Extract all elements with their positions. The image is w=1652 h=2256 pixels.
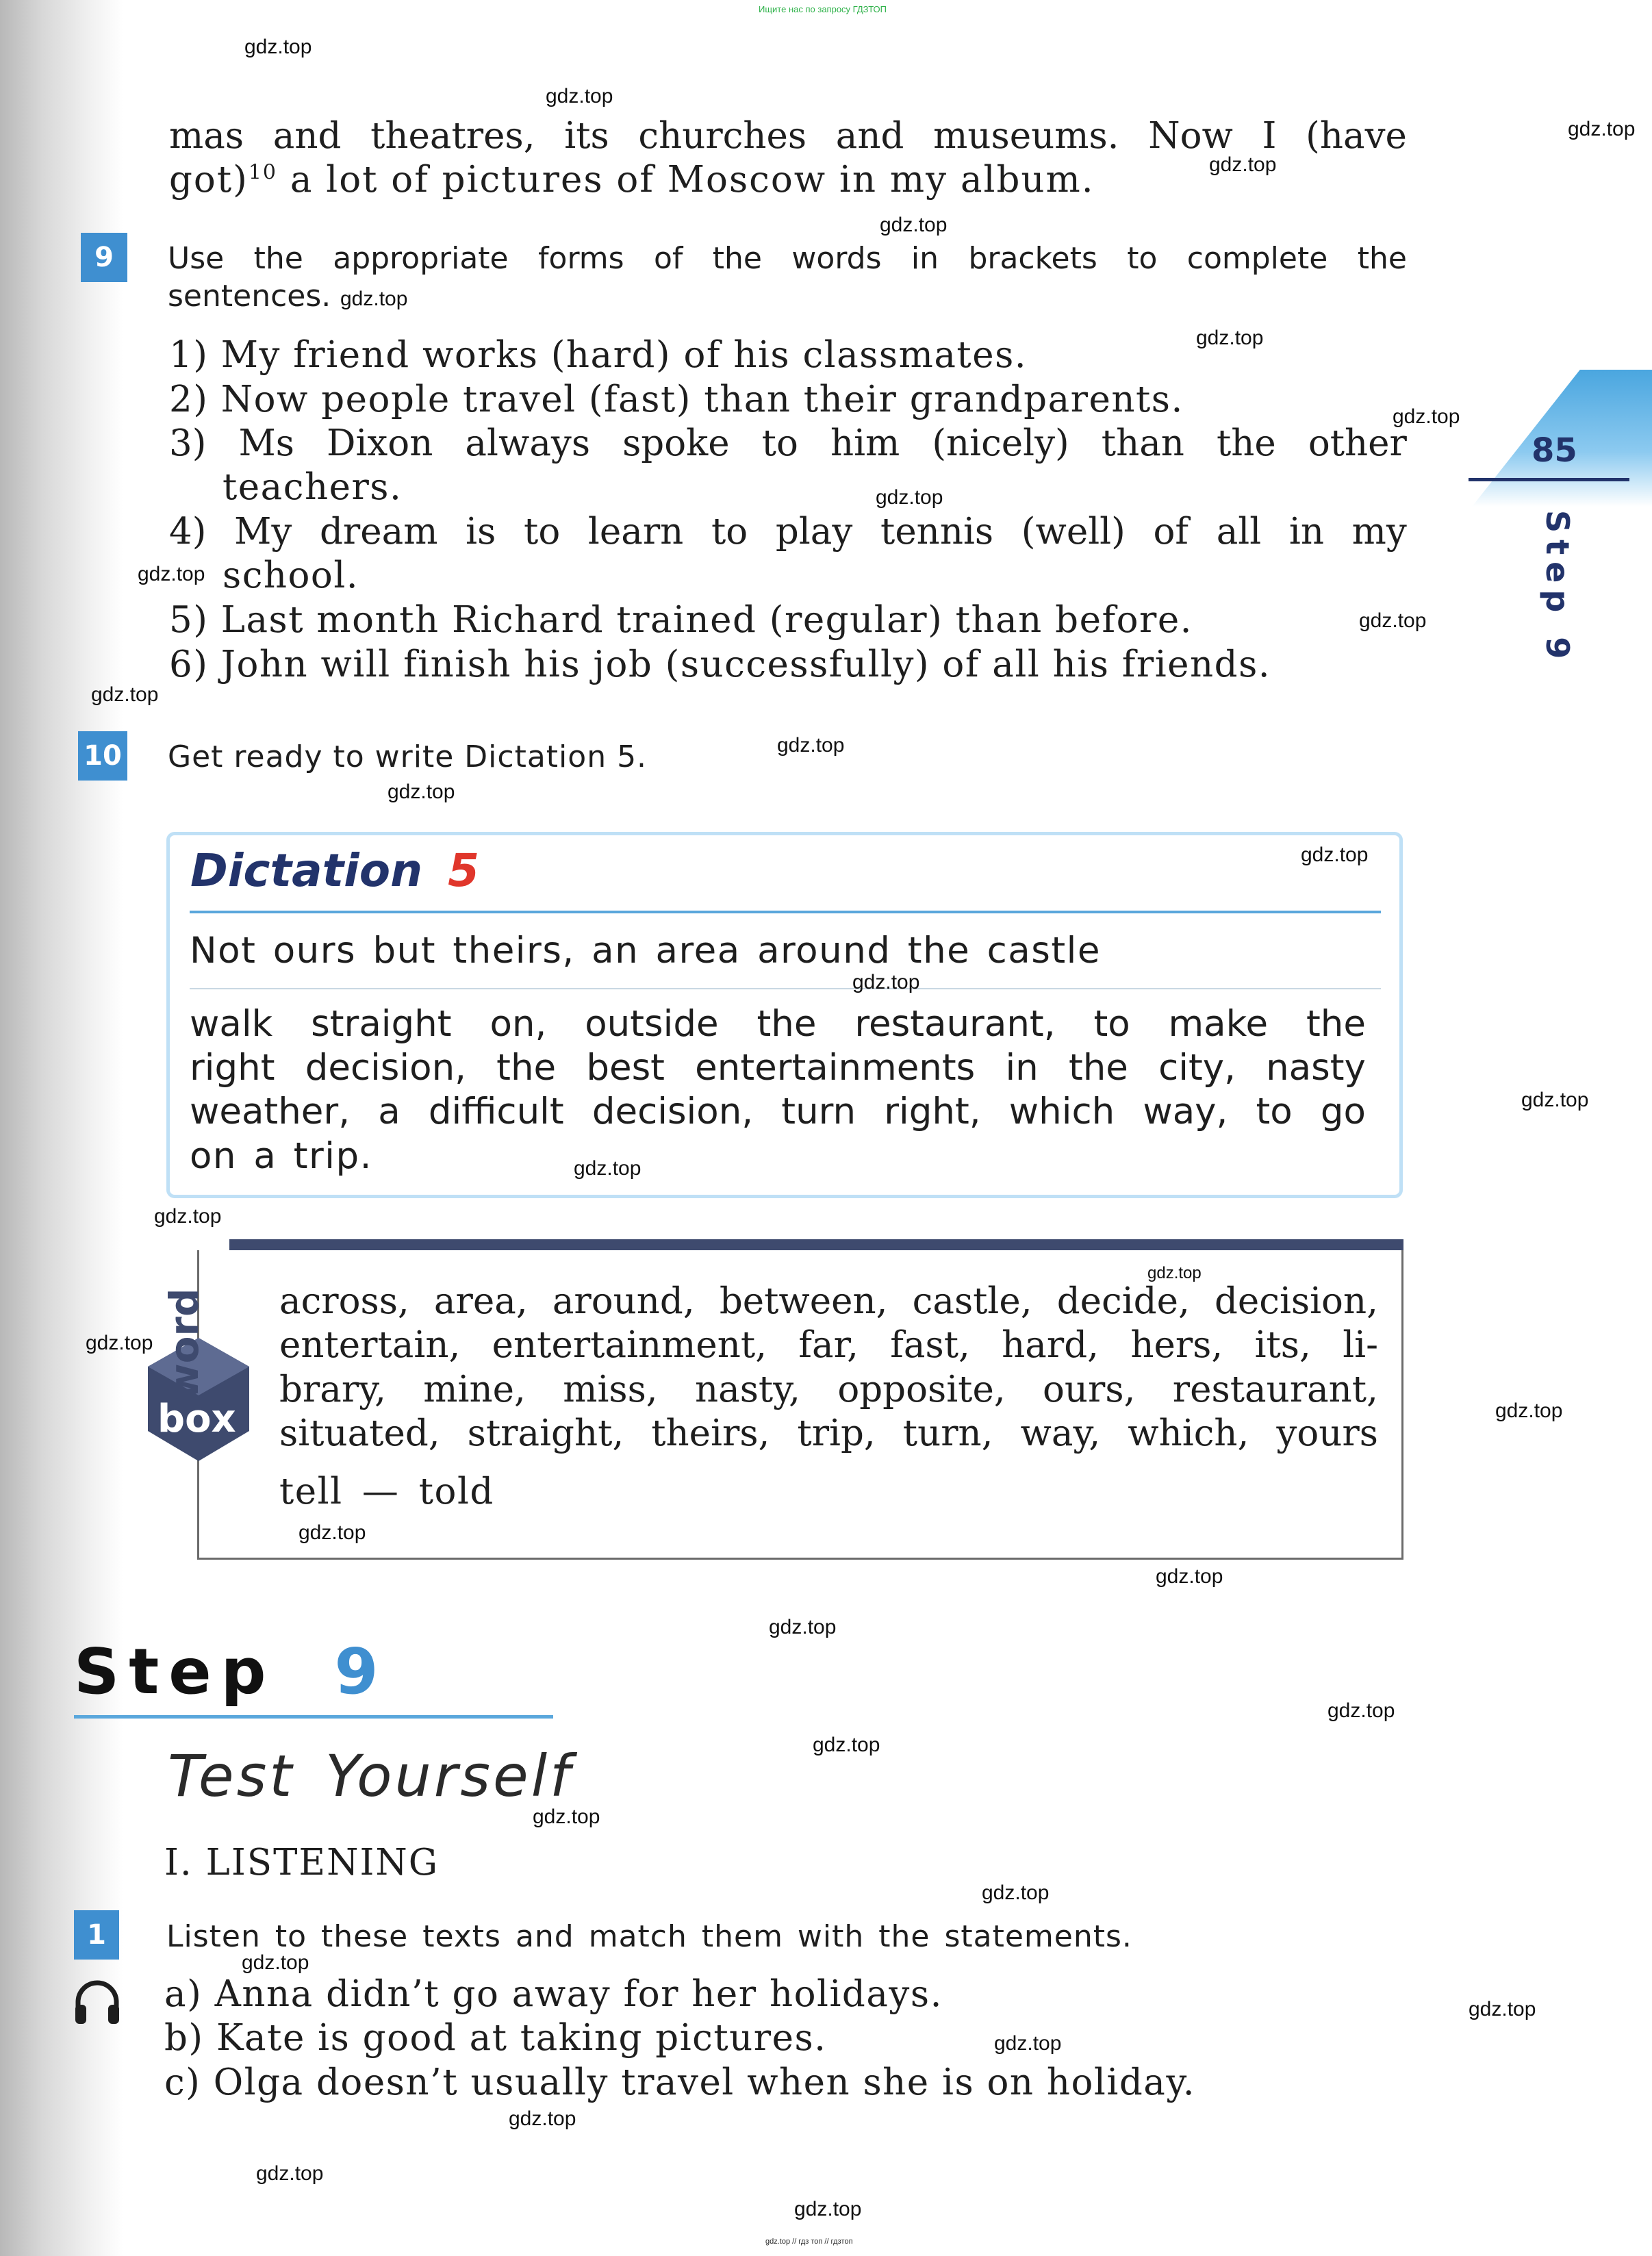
watermark: gdz.top [982, 1881, 1050, 1904]
intro-line-2 [169, 159, 1095, 201]
watermark: gdz.top [1495, 1399, 1563, 1422]
word: turn [781, 1091, 856, 1132]
dictation-line-5: on a trip. [190, 1135, 372, 1177]
word: to [1256, 1091, 1293, 1132]
word: opposite, [837, 1369, 1006, 1410]
exercise-9-instruction-line-1 [168, 241, 1407, 276]
page-number: 85 [1532, 431, 1577, 470]
dictation-title-number: 5 [448, 844, 480, 897]
word: My [234, 511, 292, 553]
word: yours [1276, 1412, 1378, 1454]
step-underline [74, 1715, 553, 1719]
dictation-line-1: Not ours but theirs, an area around the castle [190, 930, 1101, 972]
word: castle, [912, 1280, 1032, 1322]
word: 3) [169, 422, 207, 464]
word: of [653, 241, 683, 276]
word: straight [311, 1003, 452, 1045]
dictation-line-4 [190, 1091, 1366, 1132]
intro-got: got) [169, 159, 249, 201]
word: make [1168, 1003, 1269, 1045]
word: right [190, 1047, 275, 1089]
word: decision, [1214, 1280, 1378, 1322]
step-word: Step [74, 1635, 276, 1708]
exercise-number: 9 [94, 242, 114, 273]
word-box-line-5: tell — told [279, 1471, 494, 1512]
word: of [1153, 511, 1189, 553]
word: straight, [467, 1412, 624, 1454]
word: a [378, 1091, 401, 1132]
watermark: gdz.top [256, 2162, 324, 2185]
watermark: gdz.top [1393, 405, 1460, 428]
word: 4) [169, 511, 207, 553]
word: its [564, 115, 609, 157]
word: (well) [1021, 511, 1126, 553]
word: city, [1158, 1047, 1236, 1089]
word: in [1005, 1047, 1039, 1089]
watermark: gdz.top [880, 214, 948, 236]
word: entertainments [695, 1047, 976, 1089]
word: in [1288, 511, 1324, 553]
word: hard, [1002, 1324, 1100, 1366]
word: my [1351, 511, 1407, 553]
word: him [830, 422, 900, 464]
word: forms [538, 241, 624, 276]
word: museums. [933, 115, 1119, 157]
word: Now [1148, 115, 1233, 157]
word: I [1262, 115, 1277, 157]
word: than [1101, 422, 1184, 464]
exercise-9-instruction-line-2: sentences. [168, 279, 331, 314]
watermark: gdz.top [794, 2198, 862, 2220]
word-box-top-bar [229, 1239, 1403, 1250]
sentence-3-line-1 [169, 422, 1407, 464]
watermark: gdz.top [1156, 1565, 1223, 1588]
sentence-2: 2) Now people travel (fast) than their grandparents. [169, 379, 1184, 420]
watermark: gdz.top [769, 1616, 837, 1638]
intro-rest: a lot of pictures of Moscow in my album. [277, 159, 1095, 201]
watermark: gdz.top [154, 1205, 222, 1228]
sentence-6: 6) John will finish his job (successfully) of all his friends. [169, 644, 1271, 685]
watermark: gdz.top [242, 1951, 309, 1974]
word: to [1127, 241, 1158, 276]
word: the [253, 241, 303, 276]
word: the [1357, 241, 1407, 276]
test-yourself-title: Test Yourself [168, 1742, 573, 1810]
word: restaurant, [1172, 1369, 1378, 1410]
watermark: gdz.top [86, 1332, 153, 1354]
watermark: gdz.top [1469, 1998, 1536, 2020]
word: is [466, 511, 496, 553]
word: entertain, [279, 1324, 461, 1366]
sentence-4-line-2: school. [223, 555, 359, 596]
dictation-title-rule [190, 911, 1381, 913]
word: play [775, 511, 853, 553]
word-box-label-top: word [161, 1288, 207, 1400]
word: and [272, 115, 342, 157]
word: to [524, 511, 561, 553]
word: spoke [622, 422, 730, 464]
sentence-3-line-2: teachers. [223, 466, 403, 508]
watermark: gdz.top [852, 971, 920, 993]
watermark: gdz.top [533, 1805, 600, 1828]
word: mine, [423, 1369, 526, 1410]
watermark: gdz.top [994, 2032, 1062, 2055]
word: learn [587, 511, 684, 553]
watermark: gdz.top [244, 36, 312, 58]
word: the [712, 241, 763, 276]
watermark: gdz.top [1209, 153, 1277, 176]
word: complete [1186, 241, 1328, 276]
word: on, [490, 1003, 547, 1045]
dictation-line-3 [190, 1047, 1366, 1089]
word: always [465, 422, 591, 464]
watermark: gdz.top [298, 1521, 366, 1544]
watermark: gdz.top [138, 563, 205, 585]
word: theatres, [370, 115, 535, 157]
headphones-icon [73, 1977, 122, 2027]
watermark: gdz.top [387, 781, 455, 803]
exercise-number: 1 [87, 1919, 106, 1951]
exercise-1-badge [74, 1910, 119, 1960]
watermark: gdz.top [1301, 844, 1369, 866]
word: appropriate [333, 241, 509, 276]
word: other [1308, 422, 1407, 464]
word: tennis [880, 511, 994, 553]
exercise-number: 10 [84, 740, 122, 772]
watermark: gdz.top [574, 1157, 641, 1180]
word: decision, [592, 1091, 754, 1132]
side-tab-rule [1469, 478, 1629, 481]
word: its, [1254, 1324, 1311, 1366]
word: churches [638, 115, 807, 157]
word: ours, [1043, 1369, 1136, 1410]
word: between, [719, 1280, 888, 1322]
word: restaurant, [854, 1003, 1056, 1045]
word: Use [168, 241, 225, 276]
watermark: gdz.top [340, 288, 408, 310]
word: walk [190, 1003, 273, 1045]
word: miss, [563, 1369, 658, 1410]
word: hers, [1130, 1324, 1223, 1366]
word: decision, [305, 1047, 467, 1089]
word: situated, [279, 1412, 440, 1454]
step-heading [74, 1635, 388, 1708]
word: which, [1128, 1412, 1249, 1454]
word-box-line-1 [279, 1280, 1378, 1322]
word: far, [798, 1324, 859, 1366]
word: (have [1306, 115, 1407, 157]
word: all [1216, 511, 1262, 553]
word: entertainment, [492, 1324, 767, 1366]
word: which [1008, 1091, 1115, 1132]
word: to [761, 422, 798, 464]
word-box-line-4 [279, 1412, 1378, 1454]
word: the [1306, 1003, 1366, 1045]
sentence-4-line-1 [169, 511, 1407, 553]
word: the [496, 1047, 557, 1089]
word: mas [169, 115, 244, 157]
word: Dixon [326, 422, 433, 464]
top-note: Ищите нас по запросу ГДЗТОП [759, 4, 887, 14]
word: right, [884, 1091, 981, 1132]
word: nasty [1266, 1047, 1366, 1089]
watermark: gdz.top [1568, 118, 1636, 140]
watermark: gdz.top [1147, 1264, 1202, 1282]
word: around, [552, 1280, 695, 1322]
watermark: gdz.top [546, 85, 613, 107]
word: fast, [890, 1324, 970, 1366]
word: (nicely) [932, 422, 1069, 464]
watermark: gdz.top [777, 734, 845, 757]
dictation-line-2 [190, 1003, 1366, 1045]
side-tab-label: Step 9 [1539, 510, 1576, 666]
exercise-1-instruction: Listen to these texts and match them with the statements. [166, 1919, 1132, 1954]
word: difficult [428, 1091, 564, 1132]
dictation-title [190, 844, 479, 897]
step-number: 9 [334, 1635, 388, 1708]
watermark: gdz.top [1327, 1699, 1395, 1722]
word: outside [585, 1003, 719, 1045]
exercise-10-badge [78, 731, 127, 781]
watermark: gdz.top [91, 683, 159, 706]
watermark: gdz.top [813, 1734, 880, 1756]
word: words [791, 241, 882, 276]
word: in [911, 241, 939, 276]
word: brackets [968, 241, 1097, 276]
sentence-5: 5) Last month Richard trained (regular) than before. [169, 599, 1193, 641]
bottom-note: gdz.top // гдз топ // гдзтоп [765, 2238, 853, 2246]
word: go [1320, 1091, 1366, 1132]
word-box-line-3 [279, 1369, 1378, 1410]
word-box-line-2 [279, 1324, 1378, 1366]
intro-line-1 [169, 115, 1407, 157]
dictation-divider [190, 988, 1381, 989]
word: brary, [279, 1369, 386, 1410]
exercise-10-instruction: Get ready to write Dictation 5. [168, 739, 648, 774]
word: nasty, [695, 1369, 800, 1410]
statement-c: c) Olga doesn’t usually travel when she is on holiday. [164, 2062, 1196, 2103]
watermark: gdz.top [509, 2107, 576, 2130]
word: to [711, 511, 748, 553]
word: way, [1143, 1091, 1228, 1132]
word: li- [1343, 1324, 1378, 1366]
exercise-9-badge [81, 233, 127, 282]
word: Ms [238, 422, 294, 464]
word: dream [320, 511, 438, 553]
word: trip, [797, 1412, 876, 1454]
word: best [586, 1047, 665, 1089]
word: to [1093, 1003, 1130, 1045]
watermark: gdz.top [1521, 1089, 1589, 1111]
word: area, [433, 1280, 528, 1322]
word: across, [279, 1280, 409, 1322]
word: the [1068, 1047, 1128, 1089]
watermark: gdz.top [1359, 609, 1427, 632]
word: theirs, [651, 1412, 770, 1454]
statement-b: b) Kate is good at taking pictures. [164, 2017, 827, 2059]
listening-section: I. LISTENING [164, 1842, 440, 1884]
dictation-title-text: Dictation [190, 844, 423, 897]
word: way, [1020, 1412, 1101, 1454]
word: turn, [902, 1412, 993, 1454]
watermark: gdz.top [1196, 327, 1264, 349]
word: weather, [190, 1091, 351, 1132]
word: decide, [1056, 1280, 1190, 1322]
word: and [835, 115, 904, 157]
footnote-ref: 10 [248, 160, 277, 185]
word: the [757, 1003, 817, 1045]
statement-a: a) Anna didn’t go away for her holidays. [164, 1973, 943, 2015]
word-box-label-bottom: box [157, 1397, 236, 1441]
word: the [1216, 422, 1276, 464]
watermark: gdz.top [876, 486, 943, 509]
sentence-1: 1) My friend works (hard) of his classmates. [169, 334, 1028, 376]
